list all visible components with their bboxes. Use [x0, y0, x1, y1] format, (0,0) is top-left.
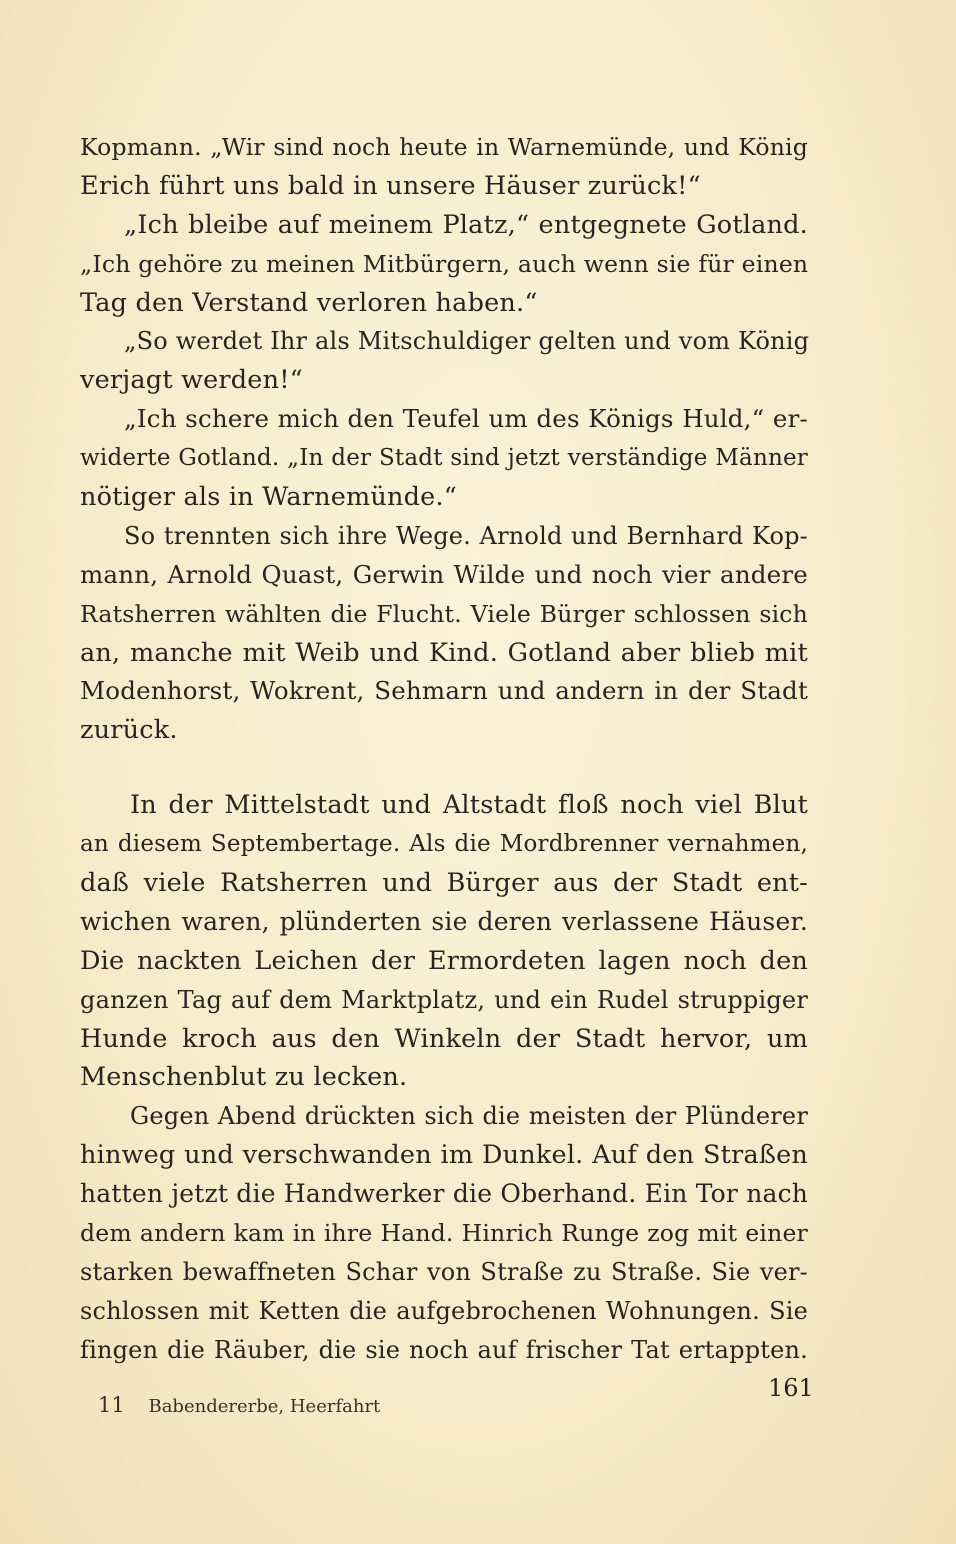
- text-line: In der Mittelstadt und Altstadt floß noch viel Blut: [130, 790, 808, 821]
- body-text: [80, 128, 808, 1370]
- text-line: Hunde kroch aus den Winkeln der Stadt hervor, um: [80, 1023, 808, 1054]
- text-line: an, manche mit Weib und Kind. Gotland aber blieb mit: [80, 637, 808, 668]
- signature-text: Babendererbe, Heerfahrt: [148, 1396, 381, 1417]
- text-line: Die nackten Leichen der Ermordeten lagen noch den: [80, 945, 808, 976]
- text-line: „Ich gehöre zu meinen Mitbürgern, auch wenn sie für einen: [80, 249, 809, 278]
- text-line: So trennten sich ihre Wege. Arnold und Bernhard Kop-: [124, 521, 808, 550]
- text-line: Menschenblut zu lecken.: [80, 1062, 408, 1093]
- text-line: widerte Gotland. „In der Stadt sind jetzt verständige Männer: [80, 445, 808, 472]
- text-line: wichen waren, plünderten sie deren verlassene Häuser.: [80, 906, 808, 936]
- text-line: „Ich bleibe auf meinem Platz,“ entgegnete Gotland.: [124, 209, 808, 240]
- text-line: hatten jetzt die Handwerker die Oberhand. Ein Tor nach: [80, 1179, 809, 1209]
- text-line: Gegen Abend drückten sich die meisten der Plünderer: [130, 1102, 808, 1131]
- signature-number: 11: [98, 1393, 125, 1417]
- text-line: zurück.: [80, 715, 178, 746]
- section-gap: [80, 750, 808, 786]
- page-number: 161: [768, 1374, 814, 1402]
- text-line: Ratsherren wählten die Flucht. Viele Bürger schlossen sich: [80, 599, 808, 628]
- text-line: mann, Arnold Quast, Gerwin Wilde und noch vier andere: [80, 559, 808, 589]
- text-line: fingen die Räuber, die sie noch auf frischer Tat ertappten.: [80, 1335, 808, 1364]
- text-line: Erich führt uns bald in unsere Häuser zurück!“: [80, 170, 701, 201]
- printer-signature: [98, 1393, 380, 1417]
- text-line: ganzen Tag auf dem Marktplatz, und ein Rudel struppiger: [80, 985, 808, 1014]
- text-line: daß viele Ratsherren und Bürger aus der Stadt ent-: [80, 868, 808, 899]
- text-line: „So werdet Ihr als Mitschuldiger gelten und vom König: [124, 327, 810, 356]
- text-line: an diesem Septembertage. Als die Mordbrenner vernahmen,: [80, 831, 808, 858]
- text-line: dem andern kam in ihre Hand. Hinrich Runge zog mit einer: [80, 1219, 808, 1248]
- text-line: starken bewaffneten Schar von Straße zu Straße. Sie ver-: [80, 1257, 808, 1286]
- text-line: „Ich schere mich den Teufel um des Königs Huld,“ er-: [124, 404, 808, 434]
- text-line: Kopmann. „Wir sind noch heute in Warnemünde, und König: [80, 133, 808, 161]
- text-line: verjagt werden!“: [80, 365, 303, 396]
- text-line: nötiger als in Warnemünde.“: [80, 482, 458, 513]
- text-line: schlossen mit Ketten die aufgebrochenen Wohnungen. Sie: [80, 1296, 808, 1325]
- text-line: Tag den Verstand verloren haben.“: [80, 287, 538, 318]
- text-line: hinweg und verschwanden im Dunkel. Auf den Straßen: [80, 1140, 808, 1171]
- text-line: Modenhorst, Wokrent, Sehmarn und andern in der Stadt: [80, 676, 808, 706]
